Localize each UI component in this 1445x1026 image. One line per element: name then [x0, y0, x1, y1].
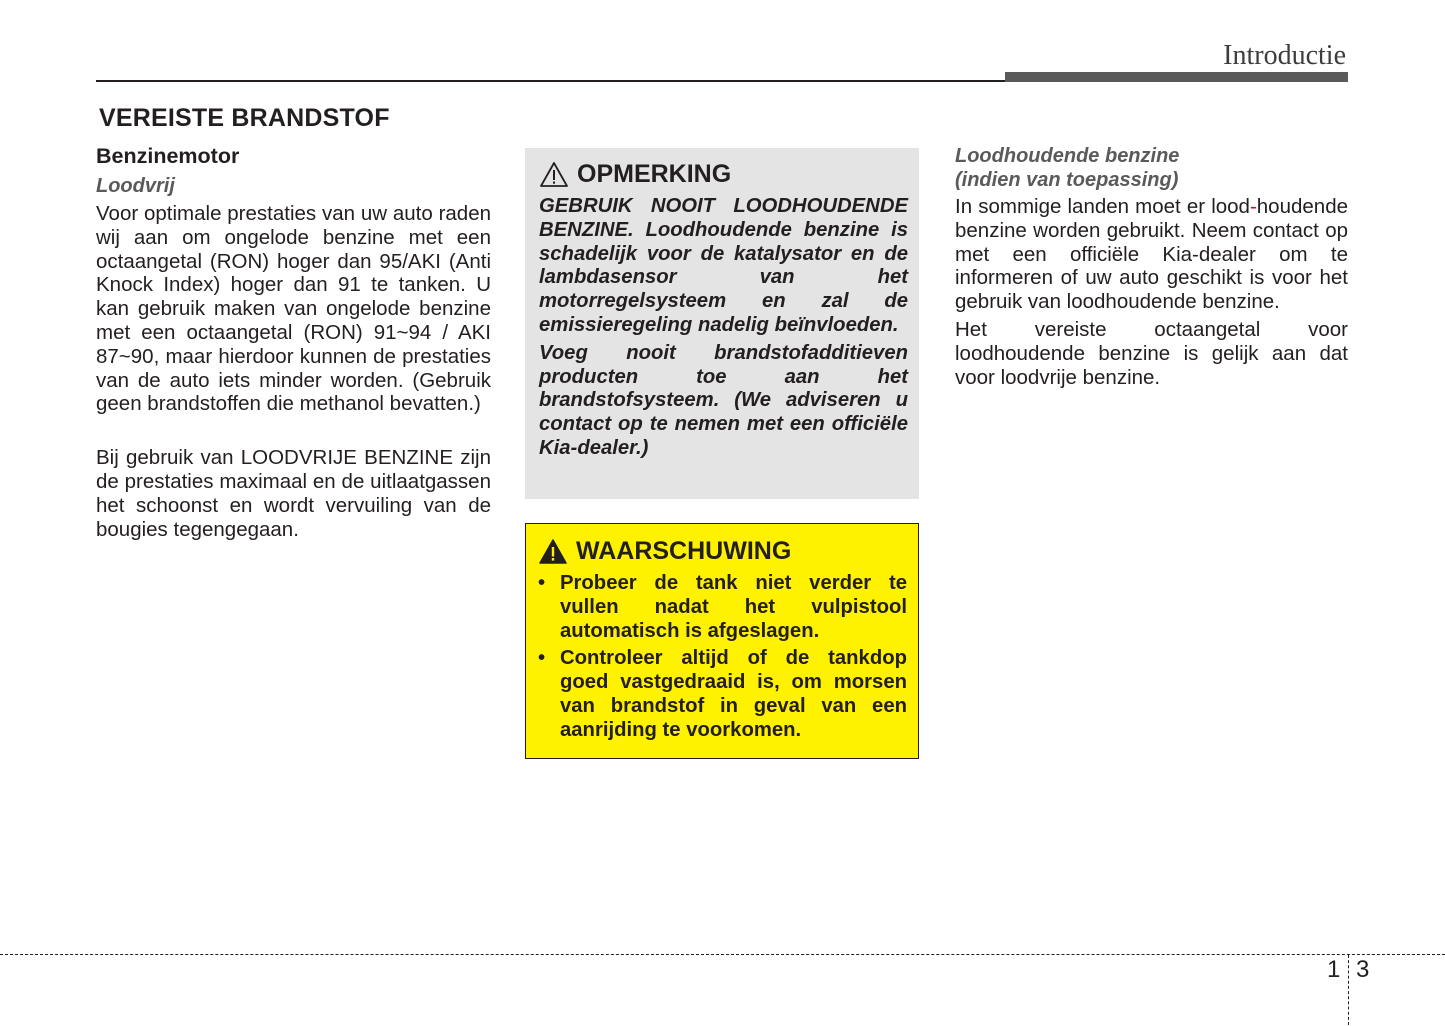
section-title: VEREISTE BRANDSTOF: [99, 104, 390, 132]
warning-triangle-icon: [538, 538, 568, 565]
warning-list: [538, 572, 907, 743]
leaded-paragraph: In sommige landen moet er lood-houdende benzine worden gebruikt. Neem contact op met een officiële Kia-dealer om te informeren of uw auto geschikt is voor het gebruik van loodhoudende benzine.: [955, 195, 1348, 314]
warning-box: [525, 523, 919, 759]
hyphen-mark: -: [1249, 195, 1257, 218]
octane-paragraph: Het vereiste octaangetal voor loodhoudende benzine is gelijk aan dat voor loodvrije benzine.: [955, 317, 1348, 389]
notice-box: [525, 148, 919, 499]
notice-title: OPMERKING: [577, 160, 732, 188]
warning-item: • Controleer altijd of de tankdop goed vastgedraaid is, om morsen van brandstof in geval van een aanrijding te voorkomen.: [538, 647, 907, 741]
warning-title: WAARSCHUWING: [576, 537, 792, 565]
footer-dashed-rule: [0, 954, 1445, 955]
leaded-subheading: Loodhoudende benzine (indien van toepassing): [955, 145, 1180, 191]
right-column: [955, 144, 1348, 389]
chapter-title: Introductie: [1223, 40, 1346, 71]
left-column: [96, 144, 491, 541]
notice-header: [539, 160, 908, 189]
footer-dashed-separator: [1348, 955, 1349, 1025]
notice-paragraph-additives: Voeg nooit brandstofadditieven producten toe aan het brandstofsysteem. (We adviseren u contact op te nemen met een officiële Kia-dealer.): [539, 341, 908, 459]
unleaded-benefits-paragraph: Bij gebruik van LOODVRIJE BENZINE zijn de prestaties maximaal en de uitlaatgassen het schoonst en wordt vervuiling van de bougies tegengegaan.: [96, 446, 491, 541]
warning-header: [538, 537, 907, 566]
warning-item: • Probeer de tank niet verder te vullen nadat het vulpistool automatisch is afgeslagen.: [538, 572, 907, 642]
unleaded-paragraph: Voor optimale prestaties van uw auto raden wij aan om ongelode benzine met een octaangetal (RON) hoger dan 95/AKI (Anti Knock Index) hoger dan 91 te tanken. U kan gebruik maken van ongelode benzine met een octaangetal (RON) 91~94 / AKI 87~90, maar hierdoor kunnen de prestaties van de auto iets minder worden. (Gebruik geen brandstoffen die methanol bevatten.): [96, 202, 491, 416]
caution-triangle-icon: [539, 161, 569, 188]
header-rule-accent: [1005, 72, 1348, 82]
page-number: 3: [1356, 956, 1370, 983]
section-number: 1: [1327, 956, 1341, 983]
notice-paragraph-leaded: GEBRUIK NOOIT LOODHOUDENDE BENZINE. Loodhoudende benzine is schadelijk voor de katalysator en de lambdasensor van het motorregelsysteem en zal de emissieregeling nadelig beïnvloeden.: [539, 195, 908, 336]
engine-heading: Benzinemotor: [96, 144, 240, 168]
header-rule: [96, 80, 1006, 82]
unleaded-subheading: Loodvrij: [96, 175, 175, 197]
